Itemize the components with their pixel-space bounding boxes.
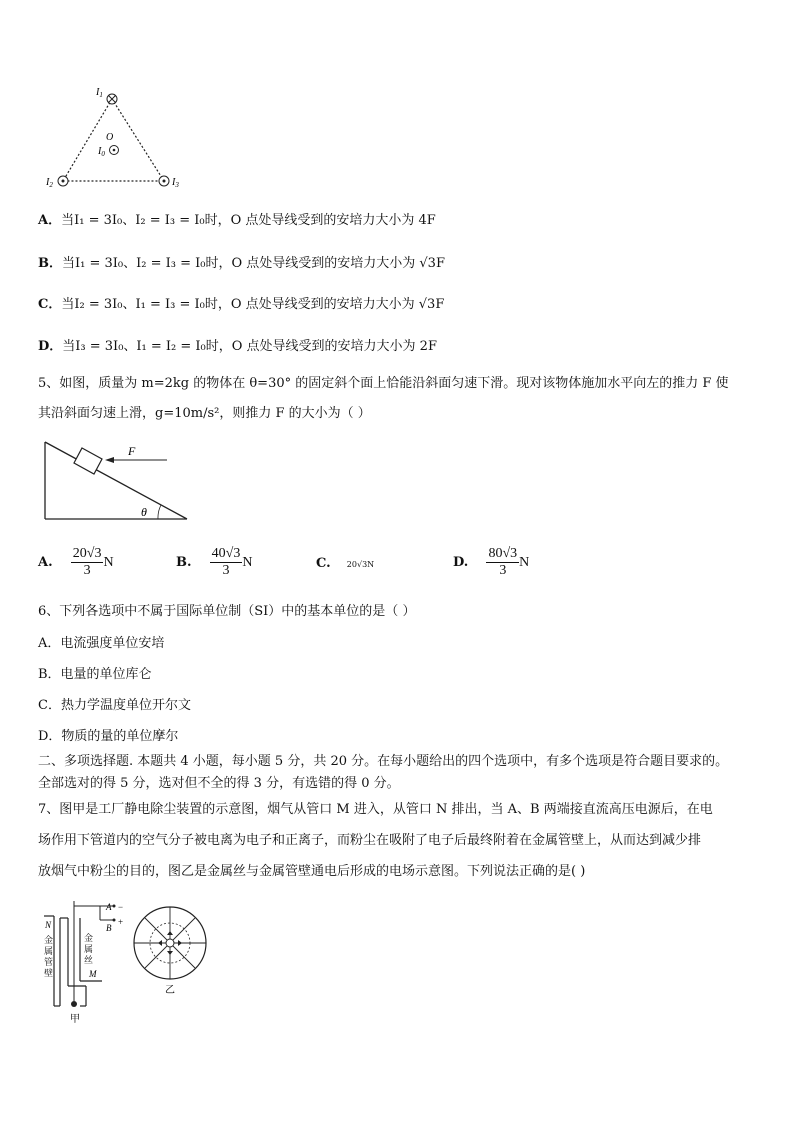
label-M: M xyxy=(89,969,97,979)
label-minus: − xyxy=(118,902,124,912)
q6-option-a: A．电流强度单位安培 xyxy=(38,636,165,651)
q7-stem-line2: 场作用下管道内的空气分子被电离为电子和正离子，而粉尘在吸附了电子后最终附着在金属管壁上，从而达到减少排 xyxy=(38,833,702,848)
label-plus: + xyxy=(118,917,124,927)
section2-header-line1: 二、多项选择题. 本题共 4 小题，每小题 5 分，共 20 分。在每小题给出的四个选项中，有多个选项是符合题目要求的。 xyxy=(38,754,729,769)
label-metal-wire: 金属丝 xyxy=(84,934,94,966)
label-I3: $I_3$ xyxy=(172,177,179,189)
q4-option-a: A．当I₁ = 3I₀、I₂ = I₃ = I₀时，O 点处导线受到的安培力大小为 4F xyxy=(38,213,436,228)
label-metal-pipe-wall: 金属管壁 xyxy=(44,936,54,979)
q7-stem-line3: 放烟气中粉尘的目的，图乙是金属丝与金属管壁通电后形成的电场示意图。下列说法正确的是( ) xyxy=(38,864,586,879)
label-O: O xyxy=(106,132,114,143)
q5-stem-line2: 其沿斜面匀速上滑，g=10m/s²，则推力 F 的大小为（ ） xyxy=(38,406,371,421)
q6-option-b: B．电量的单位库仑 xyxy=(38,667,152,682)
q5-option-c: C. 20√3N xyxy=(316,556,375,571)
label-A: A xyxy=(106,902,112,912)
label-yi: 乙 xyxy=(165,985,175,995)
label-B: B xyxy=(106,923,112,933)
label-I0: $I_0$ xyxy=(98,146,105,158)
q5-option-a: A. $\frac{20√3}{3}$ N xyxy=(38,546,114,578)
label-I2: $I_2$ xyxy=(46,177,53,189)
q4-option-b: B．当I₁ = 3I₀、I₂ = I₃ = I₀时，O 点处导线受到的安培力大小为 √3F xyxy=(38,256,445,271)
label-jia: 甲 xyxy=(70,1014,80,1025)
label-theta: θ xyxy=(141,505,147,519)
q6-stem: 6、下列各选项中不属于国际单位制（SI）中的基本单位的是（ ） xyxy=(38,604,416,619)
label-F: F xyxy=(128,444,136,458)
triangle-currents-figure xyxy=(40,82,200,192)
section2-header-line2: 全部选对的得 5 分，选对但不全的得 3 分，有选错的得 0 分。 xyxy=(38,776,400,791)
incline-figure xyxy=(40,436,200,526)
q5-option-b: B. $\frac{40√3}{3}$ N xyxy=(176,546,253,578)
q6-option-d: D．物质的量的单位摩尔 xyxy=(38,729,179,744)
q6-option-c: C．热力学温度单位开尔文 xyxy=(38,698,191,713)
q4-option-d: D．当I₃ = 3I₀、I₁ = I₂ = I₀时，O 点处导线受到的安培力大小为 2F xyxy=(38,339,437,354)
label-N: N xyxy=(45,920,52,930)
q5-stem-line1: 5、如图，质量为 m=2kg 的物体在 θ=30° 的固定斜个面上恰能沿斜面匀速下滑。现对该物体施加水平向左的推力 F 使 xyxy=(38,376,729,391)
q5-option-d: D. $\frac{80√3}{3}$ N xyxy=(453,546,530,578)
q4-option-c: C．当I₂ = 3I₀、I₁ = I₃ = I₀时，O 点处导线受到的安培力大小为 √3F xyxy=(38,297,445,312)
label-I1: $I_1$ xyxy=(96,87,103,99)
q7-stem-line1: 7、图甲是工厂静电除尘装置的示意图，烟气从管口 M 进入，从管口 N 排出，当 A、B 两端接直流高压电源后，在电 xyxy=(38,802,713,817)
electric-field-figure-yi xyxy=(130,905,212,995)
